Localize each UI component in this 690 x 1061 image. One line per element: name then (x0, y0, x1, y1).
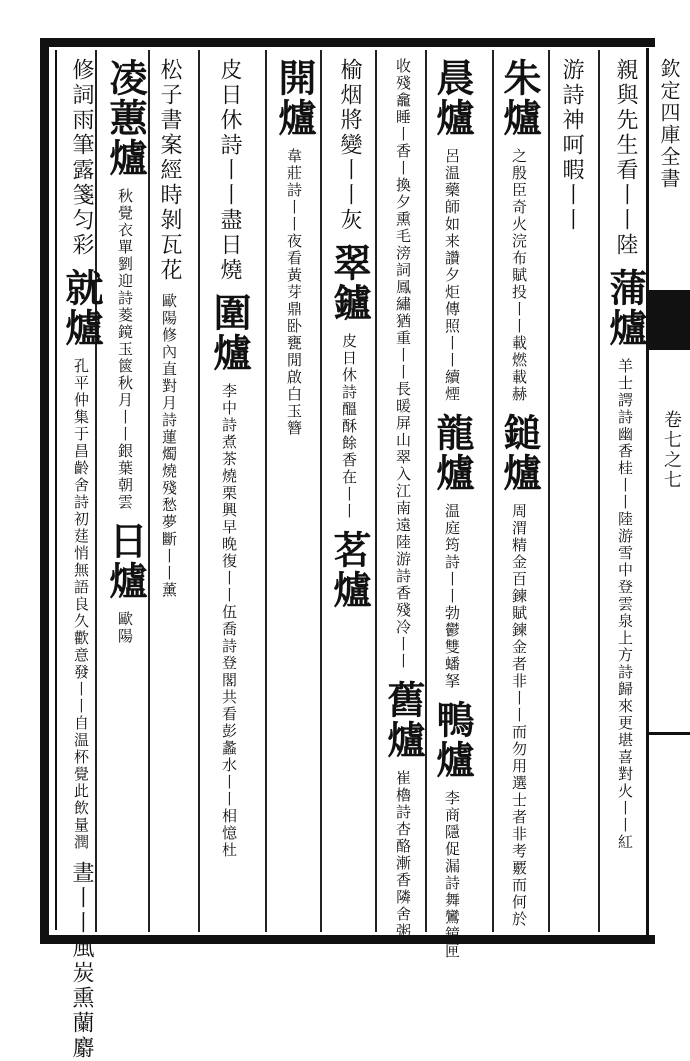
column-rule (548, 50, 550, 932)
entry-text: 崔櫓詩杏酪漸香隣舍粥 (394, 770, 412, 940)
fish-tail-mark (649, 290, 690, 350)
margin-book-title: 欽定四庫全書 (657, 58, 681, 190)
frame-bottom-border (40, 935, 655, 944)
entry-text: 温庭筠詩丨丨勃鬱雙蟠拏 (443, 503, 461, 690)
column-rule (492, 50, 494, 932)
column-rule (598, 50, 600, 932)
entry-text: 韋莊詩丨丨夜看黃芽鼎卧甕閒啟白玉簪 (285, 148, 303, 437)
column-text: 修詞雨筆露箋匀彩 (69, 58, 94, 258)
entry-text: 羊士諤詩幽香桂丨丨陸游雪中登雲泉上方詩歸來更堪喜對火丨丨紅 (616, 358, 634, 851)
entry-text: 李商隱促漏詩舞鸞鏡匣 (443, 790, 461, 960)
entry-heading: 就爐 (59, 268, 104, 348)
text-column (103, 58, 148, 918)
entry-text: 李中詩煮茶燒栗興早晚復丨丨伍喬詩登閣共看彭蠡水丨丨相憶杜 (220, 383, 238, 859)
column-rule (425, 50, 427, 932)
margin-juan-number: 卷七之七 (661, 410, 682, 490)
text-column (497, 58, 542, 928)
text-column (59, 58, 104, 1061)
text-column (381, 58, 426, 940)
column-rule (265, 50, 267, 932)
column-rule (198, 50, 200, 932)
entry-text: 歐陽修內直對月詩蓮燭燒殘愁夢斷丨丨薰 (160, 293, 178, 599)
column-text: 晝丨丨風炭熏蘭麝 (69, 861, 94, 1061)
entry-heading: 凌蕙爐 (103, 58, 148, 178)
entry-heading: 茗爐 (327, 530, 372, 610)
entry-heading: 晨爐 (430, 58, 475, 138)
text-column (603, 58, 648, 918)
entry-heading: 鴨爐 (430, 700, 475, 780)
column-text: 收殘龕睡丨香丨換夕熏毛滂詞鳳繡猶重丨丨長暖屏山翠入江南遠陸游詩香殘冷丨丨 (394, 58, 412, 670)
text-column (327, 58, 372, 918)
frame-left-border (40, 38, 49, 944)
entry-text: 皮日休詩醞酥餘香在丨丨 (340, 333, 358, 520)
entry-heading: 開爐 (272, 58, 317, 138)
entry-text: 之殷臣奇火浣布賦投丨丨載燃載赫 (510, 148, 528, 403)
entry-text: 孔平仲集于昌齡舍詩初莛悄無語良久歡意發丨丨自温杯覺此飲量潤 (72, 358, 90, 851)
entry-heading: 朱爐 (497, 58, 542, 138)
entry-heading: 鎚爐 (497, 413, 542, 493)
column-text: 親與先生看丨丨陸 (613, 58, 638, 258)
column-rule (375, 50, 377, 932)
column-text: 松子書案經時剝瓦花 (157, 58, 182, 283)
frame-top-border (40, 38, 655, 47)
entry-heading: 翠鑪 (327, 243, 372, 323)
entry-heading: 龍爐 (430, 413, 475, 493)
column-text: 皮日休詩丨丨盡日燒 (217, 58, 242, 283)
column-text: 游詩神呵暇丨丨 (559, 58, 584, 233)
column-text: 榆烟將變丨丨灰 (337, 58, 362, 233)
fold-divider (649, 732, 690, 735)
frame-inner-left-border (55, 50, 57, 930)
text-column (207, 58, 252, 918)
entry-heading: 日爐 (103, 521, 148, 601)
entry-text: 周渭精金百鍊賦鍊金者非丨丨而勿用選士者非考覈而何於 (510, 503, 528, 928)
center-fold-line (646, 48, 649, 936)
entry-heading: 圍爐 (207, 293, 252, 373)
entry-text: 呂温藥師如来讚夕炬傳照丨丨續煙 (443, 148, 461, 403)
column-rule (148, 50, 150, 932)
text-column (272, 58, 317, 918)
column-rule (320, 50, 322, 932)
entry-text: 歐陽 (116, 611, 134, 645)
text-column (430, 58, 475, 960)
text-column (560, 58, 582, 918)
text-column (158, 58, 180, 918)
entry-heading: 舊爐 (381, 680, 426, 760)
entry-text: 秋覺衣單劉迎詩菱鏡玉篋秋月丨丨銀葉朝雲 (116, 188, 134, 511)
entry-heading: 蒲爐 (603, 268, 648, 348)
